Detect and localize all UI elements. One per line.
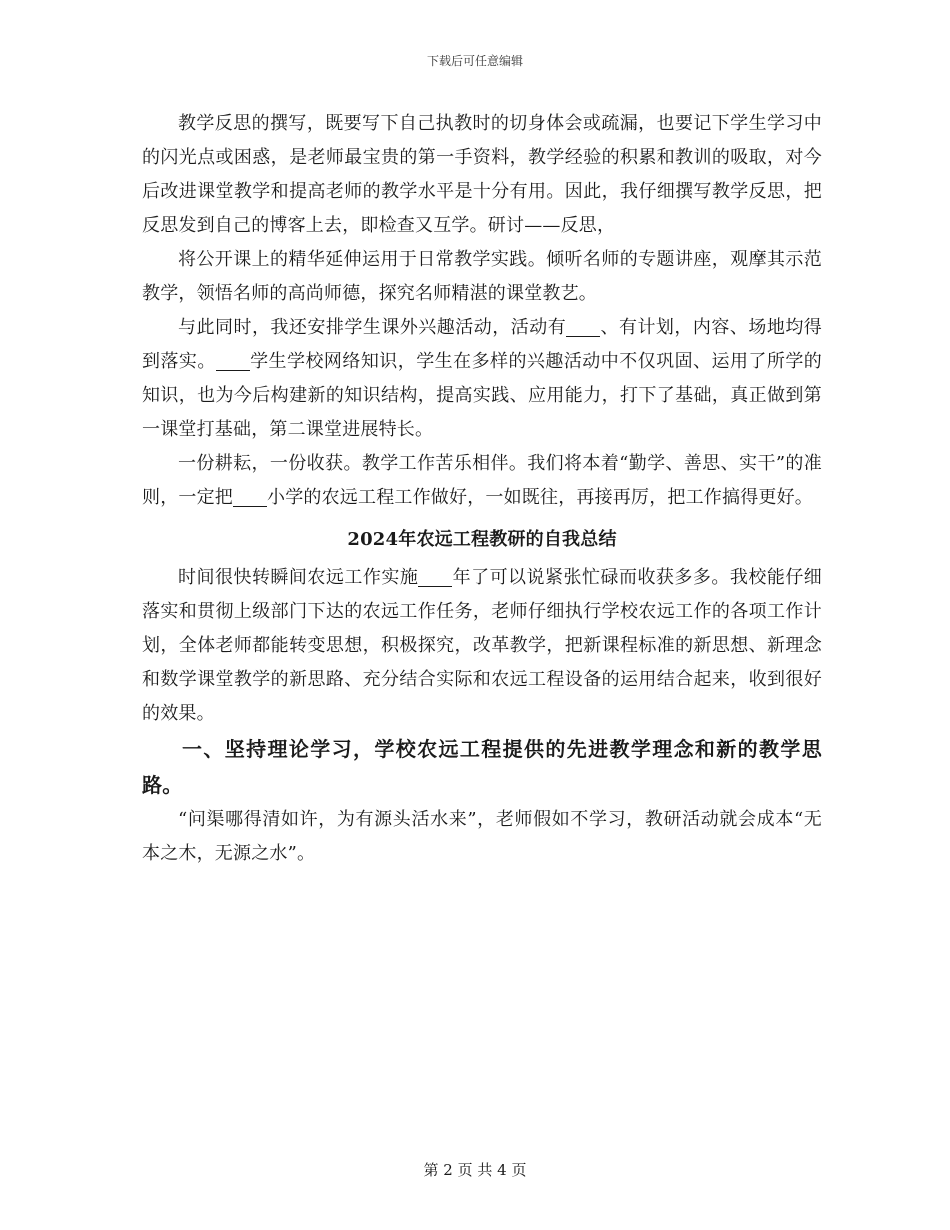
paragraph-open-class: 将公开课上的精华延伸运用于日常教学实践。倾听名师的专题讲座，观摩其示范教学，领悟名师的高尚师德，探究名师精湛的课堂教艺。 — [142, 249, 822, 304]
paragraph-activities-part-2: 、有计划，内容、场地均得到落实。 — [142, 317, 823, 372]
paragraph-harvest-part-2: 小学的农远工程工作做好，一如既往，再接再厉，把工作搞得更好。 — [267, 487, 813, 508]
paragraph-harvest — [142, 447, 822, 515]
paragraph-activities-part-1: 与此同时，我还安排学生课外兴趣活动，活动有 — [178, 317, 567, 338]
paragraph-activities — [142, 311, 822, 447]
subheading-theory-study: 一、坚持理论学习，学校农远工程提供的先进教学理念和新的教学思路。 — [142, 737, 822, 797]
paragraph-activities-part-3: 学生学校网络知识，学生在多样的兴趣活动中不仅巩固、运用了所学的知识，也为今后构建新的知识结构，提高实践、应用能力，打下了基础，真正做到第一课堂打基础，第二课堂进展特长。 — [142, 351, 822, 440]
fill-in-blank — [566, 318, 600, 337]
paragraph-intro — [142, 561, 822, 731]
fill-in-blank — [216, 352, 250, 371]
header-note: 下载后可任意编辑 — [426, 54, 523, 68]
paragraph-reflection: 教学反思的撰写，既要写下自己执教时的切身体会或疏漏，也要记下学生学习中的闪光点或困惑，是老师最宝贵的第一手资料，教学经验的积累和教训的吸取，对今后改进课堂教学和提高老师的教学水平是十分有用。因此，我仔细撰写教学反思，把反思发到自己的博客上去，即检查又互学。研讨——反思， — [142, 113, 822, 236]
section-title: 2024年农远工程教研的自我总结 — [347, 529, 617, 550]
fill-in-blank — [233, 488, 267, 507]
paragraph-intro-part-1: 时间很快转瞬间农远工作实施 — [178, 567, 419, 588]
paragraph-harvest-part-1: 一份耕耘，一份收获。教学工作苦乐相伴。我们将本着“勤学、善思、实干”的准则，一定把 — [142, 453, 822, 508]
fill-in-blank — [418, 568, 452, 587]
paragraph-intro-part-2: 年了可以说紧张忙碌而收获多多。我校能仔细落实和贯彻上级部门下达的农远工作任务，老师仔细执行学校农远工作的各项工作计划，全体老师都能转变思想，积极探究，改革教学，把新课程标准的新思想、新理念和数学课堂教学的新思路、充分结合实际和农远工程设备的运用结合起来，收到很好的效果。 — [142, 567, 823, 724]
paragraph-quote: “问渠哪得清如许，为有源头活水来”，老师假如不学习，教研活动就会成本“无本之木，无源之水”。 — [142, 809, 822, 864]
page-number: 第 2 页 共 4 页 — [423, 1161, 527, 1179]
document-body — [142, 107, 822, 871]
